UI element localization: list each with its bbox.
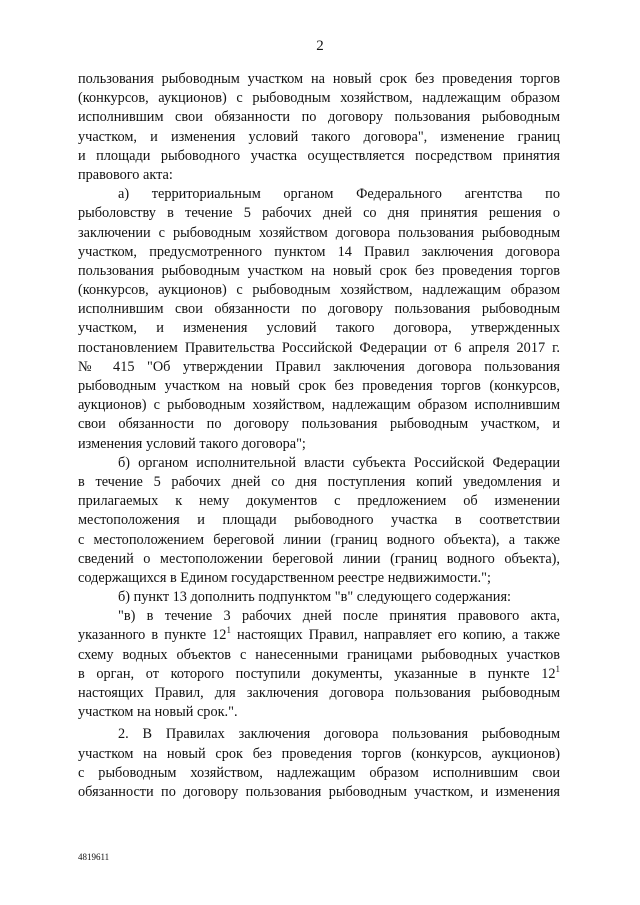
document-code: 4819611 xyxy=(78,852,110,862)
text-line: 2. В Правилах заключения договора пользования рыбоводным xyxy=(118,726,560,743)
text-line: участком на новый срок без проведения торгов (конкурсов, аукционов) xyxy=(78,745,560,762)
text-line: в орган, от которого поступили документы, указанные в пункте $12^1$ xyxy=(78,663,560,682)
text-line: участком на новый срок.". xyxy=(78,704,238,721)
text-line: участком, и изменения условий такого договора", изменение границ xyxy=(78,128,560,145)
text-line: постановлением Правительства Российской Федерации от 6 апреля 2017 г. xyxy=(78,339,560,356)
text-line: исполнившим свои обязанности по договору пользования рыбоводным xyxy=(78,301,560,318)
text-line: участком, и изменения условий такого договора, утвержденных xyxy=(78,320,560,337)
text-line: рыболовству в течение 5 рабочих дней со дня принятия решения о xyxy=(78,205,560,222)
page-number: 2 xyxy=(316,38,324,54)
text-line: с рыбоводным хозяйством, надлежащим образом исполнившим свои xyxy=(78,764,560,781)
text-line: настоящих Правил, для заключения договора пользования рыбоводным xyxy=(78,685,560,701)
text-line: б) пункт 13 дополнить подпунктом "в" следующего содержания: xyxy=(118,589,511,606)
text-line: пользования рыбоводным участком на новый срок без проведения торгов xyxy=(78,71,560,87)
text-line: местоположения и площади рыбоводного участка в соответствии xyxy=(78,512,560,529)
text-line: пользования рыбоводным участком на новый срок без проведения торгов xyxy=(78,262,560,279)
text-line: "в) в течение 3 рабочих дней после принятия правового акта, xyxy=(118,608,560,625)
text-line: сведений о местоположении береговой линии (границ водного объекта), xyxy=(78,550,560,567)
text-line: с местоположением береговой линии (границ водного объекта), а также xyxy=(78,531,560,548)
text-line: в течение 5 рабочих дней со дня поступления копий уведомления и xyxy=(78,473,560,490)
text-line: содержащихся в Едином государственном реестре недвижимости."; xyxy=(78,569,491,586)
text-line: изменения условий такого договора"; xyxy=(78,435,306,452)
text-line: а) территориальным органом Федерального агентства по xyxy=(118,186,560,203)
text-line: аукционов) с рыбоводным хозяйством, надлежащим образом исполнившим xyxy=(78,397,560,414)
text-line: обязанности по договору пользования рыбоводным участком, и изменения xyxy=(78,783,560,800)
text-line: исполнившим свои обязанности по договору пользования рыбоводным xyxy=(78,109,560,126)
text-line: участком, предусмотренного пунктом 14 Правил заключения договора xyxy=(78,243,560,260)
text-line: рыбоводным участком на новый срок без проведения торгов (конкурсов, xyxy=(78,378,560,394)
text-line: б) органом исполнительной власти субъекта Российской Федерации xyxy=(118,454,560,471)
text-line: указанного в пункте $12^1$ настоящих Правил, направляет его копию, а также xyxy=(78,625,560,644)
text-line: правового акта: xyxy=(78,166,173,183)
text-line: прилагаемых к нему документов с предложением об изменении xyxy=(78,493,560,510)
text-line: № 415 "Об утверждении Правил заключения договора пользования xyxy=(78,358,560,375)
text-line: (конкурсов, аукционов) с рыбоводным хозяйством, надлежащим образом xyxy=(78,282,560,299)
text-line: заключении с рыбоводным хозяйством договора пользования рыбоводным xyxy=(78,224,560,241)
document-body xyxy=(78,70,560,802)
text-line: свои обязанности по договору пользования рыбоводным участком, и xyxy=(78,416,560,433)
text-line: и площади рыбоводного участка осуществляется посредством принятия xyxy=(78,147,560,164)
text-line: схему водных объектов с нанесенными границами рыбоводных участков xyxy=(78,646,560,663)
text-line: (конкурсов, аукционов) с рыбоводным хозяйством, надлежащим образом xyxy=(78,90,560,107)
